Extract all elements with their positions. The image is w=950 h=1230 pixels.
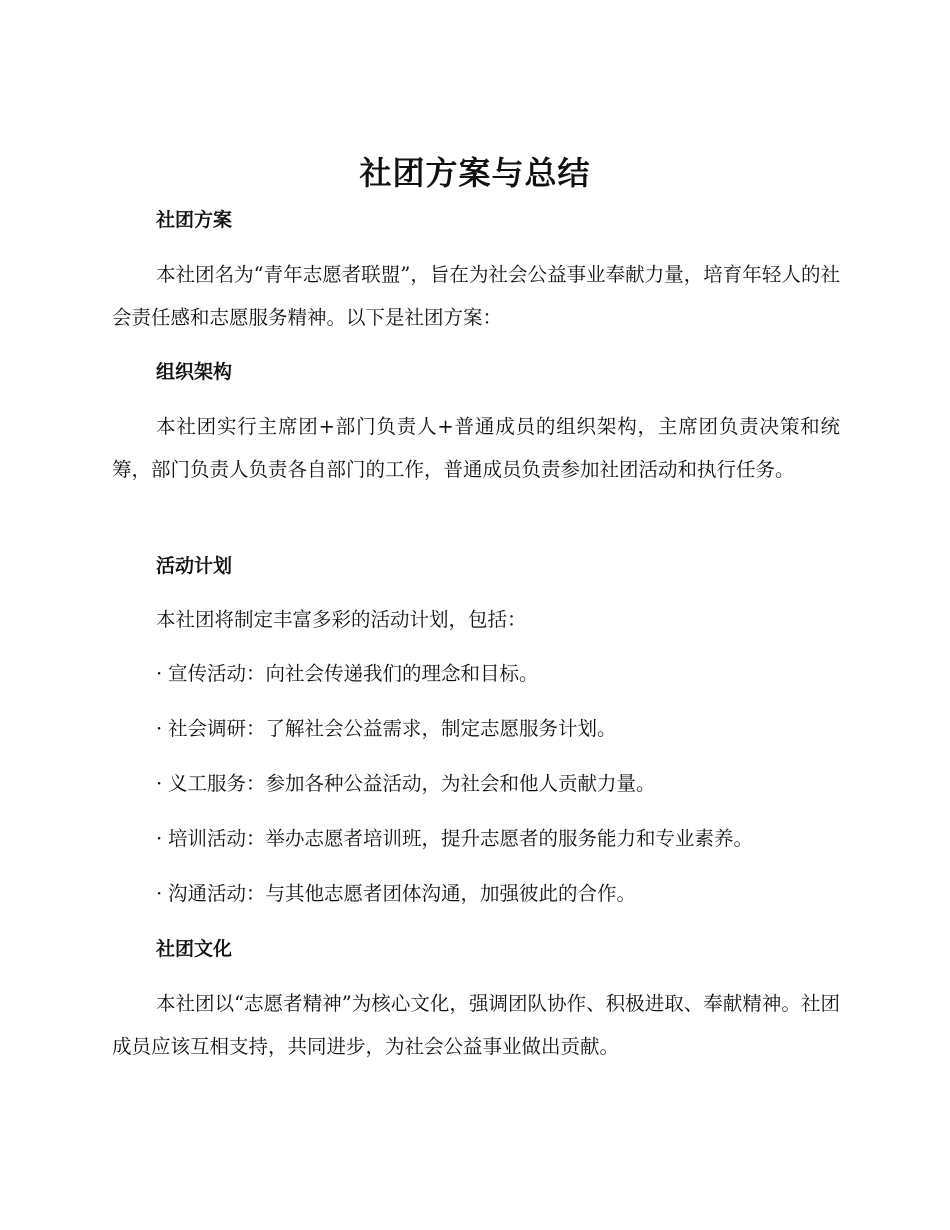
paragraph-plan-intro: 本社团名为“青年志愿者联盟”，旨在为社会公益事业奉献力量，培育年轻人的社会责任感和志愿服务精神。以下是社团方案：	[112, 263, 840, 329]
list-item	[156, 770, 753, 825]
activity-list	[156, 660, 753, 935]
list-item-text: 社会调研：了解社会公益需求，制定志愿服务计划。	[168, 717, 617, 740]
bullet-dot-icon: ·	[156, 662, 163, 685]
section-heading-plan: 社团方案	[156, 209, 233, 231]
paragraph-activities-intro: 本社团将制定丰富多彩的活动计划，包括：	[156, 608, 527, 631]
document-title: 社团方案与总结	[359, 154, 591, 192]
bullet-dot-icon: ·	[156, 882, 163, 905]
list-item	[156, 660, 753, 715]
list-item-text: 沟通活动：与其他志愿者团体沟通，加强彼此的合作。	[168, 882, 637, 905]
bullet-dot-icon: ·	[156, 827, 163, 850]
list-item	[156, 715, 753, 770]
list-item-text: 义工服务：参加各种公益活动，为社会和他人贡献力量。	[168, 772, 656, 795]
list-item	[156, 825, 753, 880]
list-item-text: 培训活动：举办志愿者培训班，提升志愿者的服务能力和专业素养。	[168, 827, 754, 850]
list-item	[156, 880, 753, 935]
section-heading-organization: 组织架构	[156, 361, 233, 383]
section-heading-culture: 社团文化	[156, 938, 233, 960]
paragraph-organization: 本社团实行主席团+部门负责人+普通成员的组织架构，主席团负责决策和统筹，部门负责人负责各自部门的工作，普通成员负责参加社团活动和执行任务。	[112, 415, 840, 481]
bullet-dot-icon: ·	[156, 717, 163, 740]
list-item-text: 宣传活动：向社会传递我们的理念和目标。	[168, 662, 539, 685]
section-heading-activities: 活动计划	[156, 555, 233, 577]
bullet-dot-icon: ·	[156, 772, 163, 795]
paragraph-culture: 本社团以“志愿者精神”为核心文化，强调团队协作、积极进取、奉献精神。社团成员应该互相支持，共同进步，为社会公益事业做出贡献。	[112, 992, 840, 1058]
